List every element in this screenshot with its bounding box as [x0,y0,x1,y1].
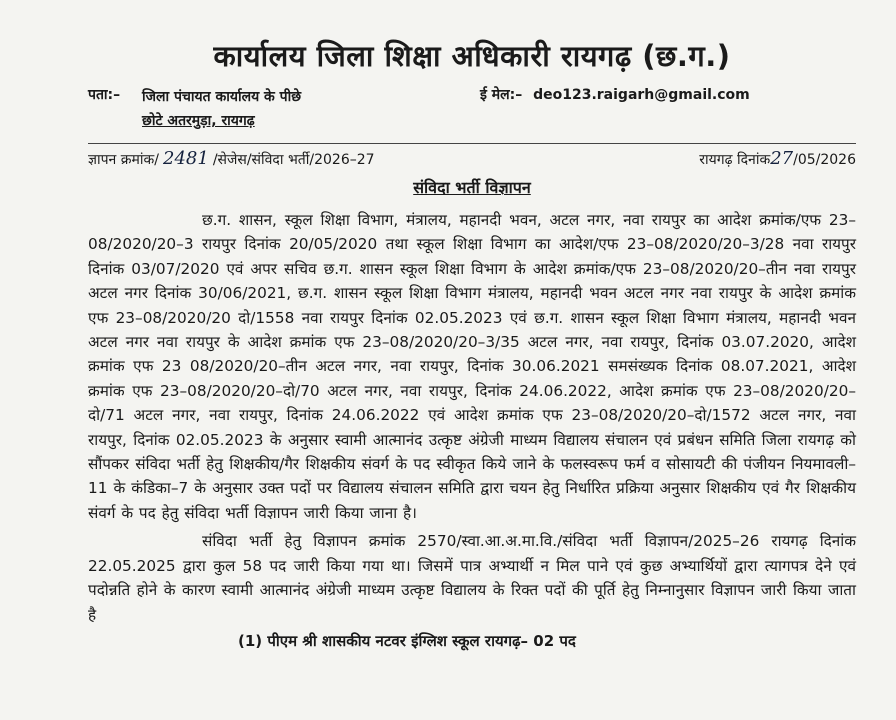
email-value: deo123.raigarh@gmail.com [533,87,750,103]
subject-heading: संविदा भर्ती विज्ञापन [413,178,531,197]
email-block [480,85,750,104]
address-line-1: जिला पंचायत कार्यालय के पीछे [142,89,302,105]
address-line-2: छोटे अतरमुड़ा, रायगढ़ [142,113,255,129]
body-paragraph-1: छ.ग. शासन, स्कूल शिक्षा विभाग, मंत्रालय, महानदी भवन, अटल नगर, नवा रायपुर का आदेश क्रमांक/एफ 23–08/2020/20–3 रायपुर दिनांक 20/05/2020 तथा स्कूल शिक्षा विभाग का आदेश/एफ 23–08/2020/20–3/28 नवा रायपुर दिनांक 03/07/2020 एवं अपर सचिव छ.ग. शासन स्कूल शिक्षा विभाग के आदेश क्रमांक/एफ 23–08/2020/20–तीन नवा रायपुर अटल नगर दिनांक 30/06/2021, छ.ग. शासन स्कूल शिक्षा विभाग मंत्रालय, महानदी भवन अटल नगर नवा रायपुर के आदेश क्रमांक एफ 23–08/2020/20 दो/1558 नवा रायपुर दिनांक 02.05.2023 एवं छ.ग. शासन स्कूल शिक्षा विभाग मंत्रालय, महानदी भवन अटल नगर नवा रायपुर के आदेश क्रमांक एफ 23–08/2020/20–3/35 अटल नगर, नवा रायपुर, दिनांक 03.07.2020, आदेश क्रमांक एफ 23 08/2020/20–तीन अटल नगर, नवा रायपुर, दिनांक 30.06.2021 समसंख्यक दिनांक 08.07.2021, आदेश क्रमांक एफ 23–08/2020/20–दो/70 अटल नगर, नवा रायपुर, दिनांक 24.06.2022, आदेश क्रमांक एफ 23–08/2020/20–दो/71 अटल नगर, नवा रायपुर, दिनांक 24.06.2022 एवं आदेश क्रमांक एफ 23–08/2020/20–दो/1572 अटल नगर, नवा रायपुर, दिनांक 02.05.2023 के अनुसार स्वामी आत्मानंद उत्कृष्ट अंग्रेजी माध्यम विद्यालय संचालन एवं प्रबंधन समिति जिला रायगढ़ को सौंपकर संविदा भर्ती हेतु शिक्षकीय/गैर शिक्षकीय संवर्ग के पद स्वीकृत किये जाने के फलस्वरूप फर्म व सोसायटी की पंजीयन नियमावली–11 के कंडिका–7 के अनुसार उक्त पदों पर विद्यालय संचालन समिति द्वारा चयन हेतु निर्धारित प्रक्रिया अनुसार शिक्षकीय एवं गैर शिक्षकीय संवर्ग के पद हेतु संविदा भर्ती विज्ञापन जारी किया जाना है। [88,211,856,522]
address-lines [142,85,301,133]
reference-row [88,143,856,174]
address-block [88,85,856,139]
memo-number [88,148,375,169]
memo-date [699,148,856,169]
address-label: पता:– [88,87,121,103]
email-label: ई मेल:– [480,87,523,103]
post-list-item-1: (1) पीएम श्री शासकीय नटवर इंग्लिश स्कूल रायगढ़– 02 पद [238,631,576,650]
office-title: कार्यालय जिला शिक्षा अधिकारी रायगढ़ (छ.ग.) [213,39,731,73]
body-paragraph-2: संविदा भर्ती हेतु विज्ञापन क्रमांक 2570/स्वा.आ.अ.मा.वि./संविदा भर्ती विज्ञापन/2025–26 रायगढ़ दिनांक 22.05.2025 द्वारा कुल 58 पद जारी किया गया था। जिसमें पात्र अभ्यार्थी न मिल पाने एवं कुछ अभ्यार्थियों द्वारा त्यागपत्र देने एवं पदोन्नति होने के कारण स्वामी आत्मानंद अंग्रेजी माध्यम उत्कृष्ट विद्यालय के रिक्त पदों की पूर्ति हेतु निम्नानुसार विज्ञापन जारी किया जाता है [88,532,856,624]
memo-suffix: /सेजेस/संविदा भर्ती/2026–27 [212,152,375,168]
memo-prefix: ज्ञापन क्रमांक/ [88,152,159,168]
memo-number-handwritten: 2481 [163,148,209,169]
date-rest: /05/2026 [793,152,856,168]
date-prefix: रायगढ़ दिनांक [699,152,771,168]
date-day-handwritten: 27 [770,148,794,169]
